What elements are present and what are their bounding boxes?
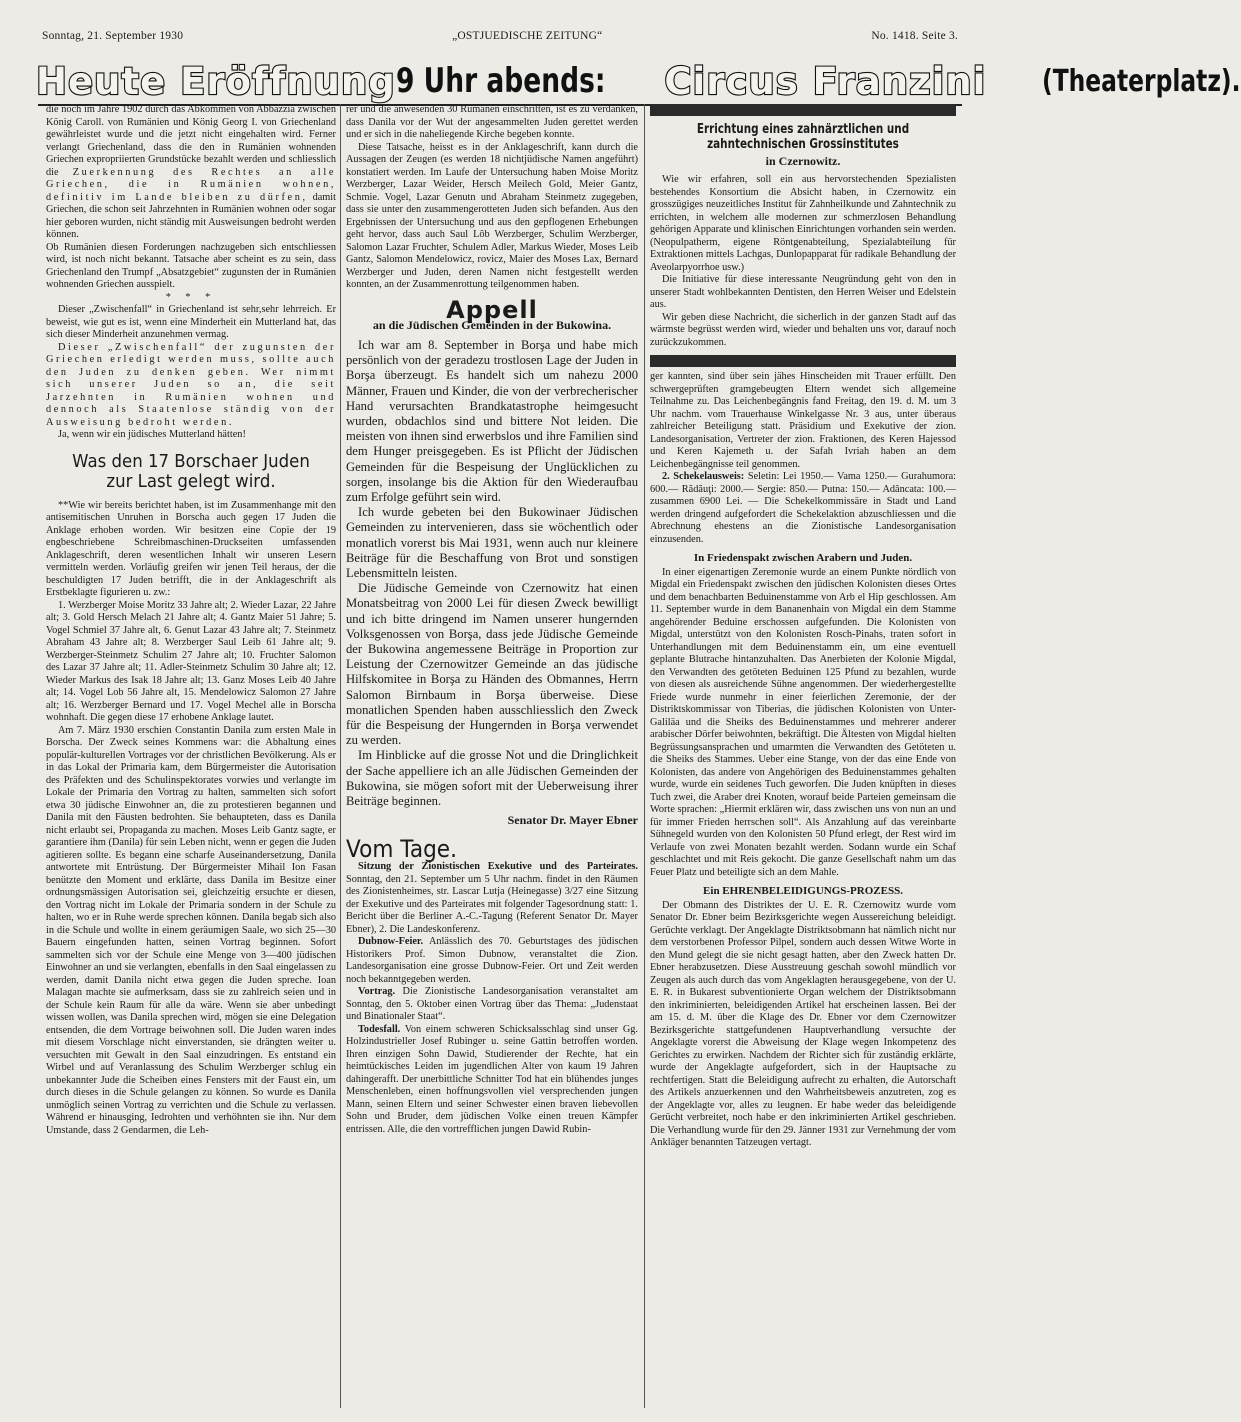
appell-headline: Appell	[446, 295, 538, 324]
article-text: Ich war am 8. September in Borşa und habe mich persönlich von der geradezu trostlosen Lage der Juden in Borşa überzeugt. Es handelt sich um nahezu 2000 Männer, Frauen und Kinder, die von der verbrecherischer Hand verursachten Brandkatastrophe heimgesucht wurden, obdachlos sind und bittere Not leiden. Die meisten von ihnen sind erwerbslos und ihre Familien sind dem Hunger preisgegeben. Es ist Pflicht der Jüdischen Gemeinden für die Bespeisung der Unglücklichen zu sorgen, insolange bis die Aktion für den Wiederaufbau zum Erfolge geführt sein wird.	[346, 338, 638, 505]
banner-place: (Theaterplatz).	[1042, 63, 1241, 99]
black-bar	[650, 104, 956, 116]
article-text: **Wie wir bereits berichtet haben, ist im Zusammenhange mit den antisemitischen Unruhen in Borscha auch gegen 17 Juden die Anklage erhoben worden. Wir besitzen eine Copie der 19 engbeschriebene Schreibmaschinen-Druckseiten umfassenden Anklageschrift, deren wesentlichen Inhalt wir unseren Lesern vermitteln werden. Vorläufig greifen wir jenen Teil heraus, der die beschuldigten 17 Juden betrifft, die in der Anklageschrift als Erstbeklagte figurieren u. zw.:	[46, 499, 336, 598]
appell-body	[346, 338, 638, 829]
paper-name: „OSTJUEDISCHE ZEITUNG“	[452, 30, 603, 42]
news-item: Sitzung der Zionistischen Exekutive und des Parteirates. Sonntag, den 21. September um 5 Uhr nachm. findet in den Räumen des Zionistenheimes, str. Lascar Lutja (Heinegasse) 3/27 eine Sitzung der Exekutive und des Parteirates mit folgender Tagesordnung statt: 1. Bericht über die Berliner A.-C.-Tagung (Referent Senator Dr. Mayer Ebner), 2. Die Landeskonferenz.	[346, 861, 638, 935]
article-text: ger kannten, sind über sein jähes Hinscheiden mit Trauer erfüllt. Den schwergeprüften gramgebeugten Eltern wendet sich allgemeine Teilnahme zu. Das Leichenbegängnis fand Freitag, den 19. d. M. um 3 Uhr nachm. vom Trauerhause Winkelgasse Nr. 3 aus, unter überaus zahlreicher Beteiligung statt. Präsidium und Exekutive der zion. Landesorganisation, Vertreter der zion. Fraktionen, des Keren Hajessod und Keren Kajemeth u. der Safah Ivriah haben an dem Leichenbegängnisse teil genommen.	[650, 371, 956, 470]
issue-number: No. 1418. Seite 3.	[871, 30, 958, 42]
article-text: Wie wir erfahren, soll ein aus hervorstechenden Spezialisten bestehendes Konsortium die Absicht haben, in Czernowitz ein grosszügiges neuzeitliches Institut für Zahnheilkunde und Zahntechnik zu errichten, in welchem alle modernen zur schmerzlosen Behandlung gehörigen Apparate und klinischen Einrichtungen vorhanden sein werden. (Neopulpatherm, eigene Röntgenabteilung, Spezialabteilung für Extraktionen mittels Lachgas, Dunlopapparat für radikale Behandlung der Aveolarpyorrhoe usw.)	[650, 174, 956, 273]
article-text: Die Jüdische Gemeinde von Czernowitz hat einen Monatsbeitrag von 2000 Lei für diesen Zweck bewilligt und ich bitte dringend im Namen unserer hungernden Volksgenossen von Borşa, dass jede Jüdische Gemeinde der Bukowina angemessene Beiträge in Proportion zur Leistung der Czernowitzer Gemeinde an das jüdische Hilfskomitee in Borşa zu Händen des Obmannes, Herrn Salomon Birnbaum in Borşa überweise. Diese monatlichen Spenden haben ausschliesslich den Zweck für die Bespeisung der Hungernden in Borşa verwendet zu werden.	[346, 581, 638, 748]
article-headline: Errichtung eines zahnärztlichen und zahntechnischen Grossinstitutes	[696, 122, 910, 152]
article-text: Die Initiative für diese interessante Neugründung geht von den in unserer Stadt wohlbekannten Dentisten, den Herren Weiser und Edelstein aus.	[650, 274, 956, 310]
banner-time: 9 Uhr abends:	[395, 61, 606, 101]
article-text: Der Obmann des Distriktes der U. E. R. Czernowitz wurde vom Senator Dr. Ebner beim Bezirksgerichte wegen Aussereichung beleidigt. Gerüchte verklagt. Der Angeklagte Distriktsobmann hat nämlich nicht nur dem verstorbenen Professor Pilpel, sondern auch dessen Witwe Worte in den Mund gelegt die sie nicht gesagt hatten, aber den Zweck hatten Dr. Ebner herabzusetzen. Diese Ausstreuung geschah sowohl mündlich vor Zeugen als auch durch das vom Angeklagten herausgegebene, von der U. E. R. in Bukarest subventionierte Organ welchem der Distriktsobmann den inkriminierten, beleidigenden Artikel hat erscheinen lassen. Bei der am 15. d. M. über die Klage des Dr. Ebner vor dem Czernowitzer Bezirksgerichte stattgefundenen Hauptverhandlung versuchte der Angeklagte vorerst die Abweisung der Klage wegen Inkompetenz des Gerichtes zu erwirken. Nachdem der Richter sich für zuständig erklärte, wurde der Angeklagte aufgefordert, sich in der Hauptsache zu rechtfertigen. Statt die Beleidigung aufrecht zu erhalten, die Autorschaft des Artikels anzuerkennen und den Wahrheitsbeweis anzutreten, zog es der Angeklagte vor, alles zu leugnen. Er habe weder das beleidigende Gerücht verbreitet, noch habe er den inkriminierten Artikel geschrieben. Die Verhandlung wurde für den 29. Jänner 1931 zur Vernehmung der vom Ankläger benannten Tatzeugen vertagt.	[650, 899, 956, 1148]
separator-stars: * * *	[165, 291, 217, 303]
article-text: die noch im Jahre 1902 durch das Abkommen von Abbazzia zwischen König Caroll. von Rumänien und König Georg I. von Griechenland gewährleistet wurde und die jetzt nicht eingehalten wird. Ferner verlangt Griechenland, dass die den in Rumänien wohnenden Griechen expropriierten Grundstücke bezahlt werden und schliesslich die Zuerkennung des Rechtes an alle Griechen, die in Rumänien wohnen, definitiv im Lande bleiben zu dürfen, damit Griechen, die schon seit Jahrzehnten in Rumänien wohnen oder sogar hier geboren wurden, nicht ständig mit Ausweisungen bedroht werden können.	[46, 104, 337, 240]
article-text: Am 7. März 1930 erschien Constantin Danila zum ersten Male in Borscha. Der Zweck seines Kommens war: die Abhaltung eines populär-kulturellen Vortrages vor der christlichen Bevölkerung. Als er in das Lokal der Primaria kam, dem Bürgermeister die Autorisation des Präfekten und des Schulinspektorates vorwies und verlangte im Lokale der Primaria den Vortrag zu halten, sammelten sich sofort etwa 30 jüdische Einwohner an, die zu protestieren begannen und Danila mit den Fäusten bedrohten. Sie behaupteten, dass es Danila nicht erlaubt sei, Propaganda zu machen. Moses Leib Gantz sagte, er garantiere ihm (Danila) für sein Leben nicht, wenn er gegen die Juden agitieren sollte. Es begann eine scharfe Auseinandersetzung, Danila antwortete mit Entrüstung. Der Bürgermeister Mihail Ion Fasan benützte den Moment und erklärte, dass Danila im Besitze einer ordnungsmässigen Autorisation sei, gleichzeitig ersuchte er diesen, den Vortrag nicht im Lokale der Primaria sondern in der Schule zu halten, wo er in Ruhe werde sprechen können. Danila begab sich also in die Schule und wollte in einem geräumigen Saale, wo sich 25—30 Bauern eingefunden hatten, seinen Vortrag beginnen. Sofort sammelten sich vor der Schule eine Menge von 3—400 jüdischen Einwohner an und sie verlangten, ebenfalls in den Saal eingelassen zu werden, damit Danila nicht etwa gegen die Juden spreche. Ioan Malagan machte sie aufmerksam, dass sie zu zahlreich seien und in der Schule kein Raum für alle da wäre. Wenn sie aber unbedingt wissen wollen, was Danila sprechen wird, mögen sie eine Delegation entsenden, die dem Vortrage beiwohnen soll. Die Juden waren indes mit diesem Vorschlage nicht einverstanden, sie drängten weiter u. versuchten mit Gewalt in den Saal einzudringen. Es entstand ein Wirbel und auf Veranlassung des Schulim Werzberger schlug ein unbekannter Jude die Scheiben eines Fensters mit der Faust ein, um durch dieses in die Schule gelangen zu können. So wurde es Danila unmöglich seinen Vortrag zu verrichten und die Schule zu verlassen. Während er hinausging, Iedrohten und verhöhnten sie ihn. Nur dem Umstande, dass 2 Gendarmen, die Leh-	[46, 724, 336, 1136]
black-bar	[650, 355, 956, 367]
issue-date: Sonntag, 21. September 1930	[42, 30, 184, 42]
banner-opening: Heute Eröffnung	[36, 59, 396, 103]
circus-banner	[36, 52, 1241, 110]
signature: Senator Dr. Mayer Ebner	[507, 813, 638, 828]
column-1	[46, 104, 336, 1408]
article-text: In einer eigenartigen Zeremonie wurde an einem Punkte nördlich von Migdal ein Friedenspakt zwischen den jüdischen Kolonisten dieses Ortes und dem benachbarten Beduinenstamme von Arb el Hip geschlossen. Am 11. September wurde in dem Bananenhain von Migdal ein dem Stamme angehörender Beduine erschossen aufgefunden. Die Kolonisten von Migdal, unterstützt von den Kolonisten Rosch-Pinahs, traten sofort in Unterhandlungen mit dem Beduinenstamm ein, um eine eventuell geplante Blutrache hintanzuhalten. Das Anerbieten der Kolonie Migdal, den Verwandten des getöteten Beduinen 125 Pfund zu bezahlen, wurde von diesen als ausreichende Sühne angenommen. Der wiederhergestellte Friede wurde nunmehr in einer feierlichen Zeremonie, der der Distriktskommissar von Tiberias, die jüdischen Kolonisten von Unter-Galiläa und die Sheiks des Beduinenstammes und mehrerer anderer arabischer Dörfer beiwohnten, bekräftigt. Die Ältesten von Migdal hielten Begrüssungsansprachen und umarmten die Verwandten des Getöteten u. die Sheiks des Stammes. Ueber eine Stange, von der das eine Ende von Kolonisten, das andere von Angehörigen des Beduinenstammes gehalten wurde, wurde ein seidenes Tuch geworfen. Die Juden knüpften in dieses Tuch zwei, die Araber drei Knoten, worauf beide Parteien gemeinsam die Worte sprachen: „Hiermit erklären wir, dass zwischen uns von nun an und für immer Frieden herrschen soll“. Als Anzahlung auf das vereinbarte Sühnegeld wurden von den Kolonisten 50 Pfund erlegt, der Rest wird im Verlaufe von zwei Monaten bezahlt werden. Sodann wurde ein Schaf geschlachtet und mit Reis gekocht. Die ganze Gesellschaft nahm um das Feuer Platz und beteiligte sich an dem Mahle.	[650, 566, 956, 878]
column-divider	[644, 104, 645, 1408]
article-subheadline: in Czernowitz.	[765, 154, 841, 168]
banner-circus: Circus Franzini	[664, 59, 987, 103]
news-item: 2. Schekelausweis: Seletin: Lei 1950.— Vama 1250.— Gurahumora: 600.— Rădăuţi: 2000.— Sergie: 850.— Putna: 150.— Adâncata: 100.— zusammen 6900 Lei. — Die Schekelkommissäre in Stadt und Land werden dringend aufgefordert die Schekelaktion abzuschliessen und die Abrechnung ehestens an die Zionistische Landesorganisation einzusenden.	[650, 471, 957, 545]
article-text: Im Hinblicke auf die grosse Not und die Dringlichkeit der Sache appelliere ich an alle Jüdischen Gemeinden der Bukowina, sie mögen sofort mit der Ueberweisung ihrer Beiträge beginnen.	[346, 748, 638, 809]
news-item: Vortrag. Die Zionistische Landesorganisation veranstaltet am Sonntag, den 5. Oktober einen Vortrag über das Thema: „Judenstaat und Binationaler Staat“.	[346, 986, 639, 1022]
article-text: Ja, wenn wir ein jüdisches Mutterland hätten!	[58, 429, 246, 440]
running-head	[42, 28, 958, 44]
article-headline: Was den 17 Borschaer Juden zur Last gelegt wird.	[72, 450, 310, 492]
article-text: rer und die anwesenden 30 Rumänen einschritten, ist es zu verdanken, dass Danila vor der Wut der angesammelten Juden gerettet werden und er sich in die naheliegende Kirche begeben konnte.	[346, 104, 638, 140]
article-headline: Ein EHRENBELEIDIGUNGS-PROZESS.	[703, 885, 903, 897]
article-text-spaced: Dieser „Zwischenfall“ der zugunsten der Griechen erledigt werden muss, sollte auch den Juden zu denken geben. Wer nimmt sich unserer Juden so an, die seit Jarzehnten in Rumänien wohnen und dennoch als Staatenlose ständig von der Ausweisung bedroht werden.	[46, 341, 336, 428]
article-headline: In Friedenspakt zwischen Arabern und Juden.	[693, 552, 913, 564]
article-text: Diese Tatsache, heisst es in der Anklageschrift, kann durch die Aussagen der Zeugen (es werden 18 nichtjüdische Namen angeführt) konstatiert werden. Im Laufe der Untersuchung haben Moise Moritz Werzberger, Lazar Weider, Hersch Meilech Gold, Meier Gantz, Schmie. Vogel, Lazar Genutn und Abraham Steinmetz zugegeben, dass sie unter den zusammengerotteten Juden sich befanden. Aus den Ergebnissen der Untersuchung und aus den gepflogenen Erhebungen geht hervor, dass auch Saul Lôb Werzberger, Schulim Werzberger, Salomon Lazar Fruchter, Schulem Adler, Markus Wieder, Moses Leib Gantz, Salomon Mendelowicz, rovicz, Maier des Moses Lax, Bernard Werzberger und Juden, deren Namen nicht festgestellt werden konnten, an der Zusammenrottung teilgenommen haben.	[346, 141, 638, 290]
column-2	[346, 104, 638, 1408]
column-divider	[340, 104, 341, 1408]
article-text: Ob Rumänien diesen Forderungen nachzugeben sich entschliessen wird, ist noch nicht bekannt. Tatsache aber scheint es zu sein, dass Griechenland den Trumpf „Absatzgebiet“ zugunsten der in Rumänien wohnenden Griechen ausspielt.	[46, 241, 336, 290]
news-item: Todesfall. Von einem schweren Schicksalsschlag sind unser Gg. Holzindustrieller Josef Rubinger u. seine Gattin betroffen worden. Ihren einzigen Sohn Dawid, Studierender der Rechte, hat ein heimtückisches Leiden im jugendlichen Alter von kaum 19 Jahren dahingerafft. Der unerbittliche Schnitter Tod hat ein blühendes junges Menschenleben, einen hoffnungsvollen viel versprechenden jungen Mann, seinen Eltern und seiner Schwester einen braven liebevollen Sohn und Bruder, dem jüdischen Volke einen treuen Kämpfer entrissen. Alle, die den vortrefflichen jungen Dawid Rubin-	[346, 1023, 638, 1135]
article-text: 1. Werzberger Moise Moritz 33 Jahre alt; 2. Wieder Lazar, 22 Jahre alt; 3. Gold Hersch Melach 21 Jahre alt; 4. Gantz Maier 51 Jahre; 5. Vogel Schmiel 37 Jahre alt, 6. Genut Lazar 43 Jahre alt; 7. Steinmetz Abraham 43 Jahre alt; 8. Werzberger Saul Leib 61 Jahre alt; 9. Werzberger-Steinmetz Schulim 27 Jahre alt; 10. Fruchter Salomon des Lazar 37 Jahre alt; 11. Adler-Steinmetz Schulim 30 Jahre alt; 12. Wieder Markus des Isak 18 Jahre alt; 13. Ganz Moses Leib 40 Jahre alt; 14. Vogel Lob 56 Jahre alt, 15. Mendelowicz Salomon 27 Jahre alt; 16. Werzberger Bernard und 17. Vogel Mechel alle in Borscha wohnhaft. Die gegen diese 17 erhobene Anklage lautet.	[46, 599, 336, 723]
article-text: Ich wurde gebeten bei den Bukowinaer Jüdischen Gemeinden zu intervenieren, dass sie wöchentlich oder monatlich vorerst bis Mai 1931, wenn auch nur kleinere Beiträge für die Beschaffung von Brot und sonstigen Lebensmitteln leisten.	[346, 505, 638, 581]
section-headline: Vom Tage.	[346, 834, 457, 863]
article-text: Wir geben diese Nachricht, die sicherlich in der ganzen Stadt auf das wärmste begrüsst werden wird, wieder und behalten uns vor, darauf noch zurückzukommen.	[650, 311, 956, 348]
news-item: Dubnow-Feier. Anlässlich des 70. Geburtstages des jüdischen Historikers Prof. Simon Dubnow, veranstaltet die Zion. Landesorganisation eine grosse Dubnow-Feier. Ort und Zeit werden noch bekanntgegeben werden.	[346, 936, 638, 985]
article-text: Dieser „Zwischenfall“ in Griechenland ist sehr,sehr lehrreich. Er beweist, wie gut es ist, wenn eine Minderheit ein Mutterland hat, das sich dieser Minderheit anzunehmen vermag.	[46, 304, 336, 340]
column-3	[650, 104, 956, 1408]
appell-subheadline: an die Jüdischen Gemeinden in der Bukowina.	[372, 318, 612, 332]
